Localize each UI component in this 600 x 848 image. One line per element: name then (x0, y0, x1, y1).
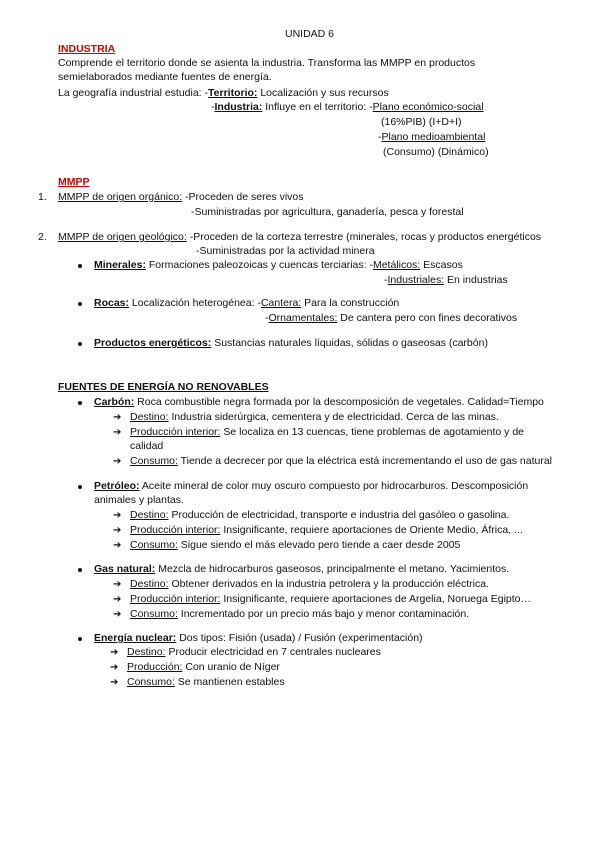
arrow-icon: ➔ (113, 594, 122, 605)
gas-line (94, 563, 509, 576)
ornamentales-line (265, 312, 517, 325)
nuclear-destino-label: Destino: (127, 646, 166, 658)
bullet-minerales (78, 264, 82, 268)
gas-produccion (130, 593, 531, 606)
bullet-rocas (78, 302, 82, 306)
arrow-icon: ➔ (113, 412, 122, 423)
cantera-label: Cantera: (260, 297, 302, 309)
plano-economico-sub: (16%PIB) (I+D+I) (381, 116, 462, 128)
ornamentales-label: Ornamentales: (268, 312, 338, 324)
mmpp-organico-label: MMPP de origen orgánico: (58, 191, 183, 203)
bullet-carbon (78, 401, 82, 405)
arrow-icon: ➔ (113, 525, 122, 536)
industria-heading: INDUSTRIA (58, 43, 116, 55)
carbon-line (94, 396, 544, 409)
ornamentales-text: De cantera pero con fines decorativos (337, 312, 518, 324)
nuclear-produccion-text: Con uranio de Níger (182, 661, 280, 673)
carbon-label: Carbón: (94, 396, 135, 408)
mmpp-organico-text2: -Suministradas por agricultura, ganadería, pesca y forestal (191, 206, 464, 218)
nuclear-consumo-text: Se mantienen estables (174, 676, 285, 688)
mmpp-geologico-text: -Proceden de la corteza terrestre (minerales, rocas y productos energéticos (186, 231, 542, 243)
plano-medio-label: Plano medioambiental (381, 131, 486, 143)
industriales-dash: - (384, 274, 388, 286)
petroleo-produccion-label: Producción interior: (130, 524, 221, 536)
ornamentales-dash: - (265, 312, 269, 324)
gas-consumo-text: Incrementado por un precio más bajo y menor contaminación. (177, 608, 470, 620)
nuclear-text: Dos tipos: Fisión (usada) / Fusión (experimentación) (176, 632, 423, 644)
mmpp-organico-text: -Proceden de seres vivos (182, 191, 304, 203)
gas-label: Gas natural: (94, 563, 156, 575)
productos-text: Sustancias naturales líquidas, sólidas o gaseosas (carbón) (211, 337, 488, 349)
arrow-icon: ➔ (113, 510, 122, 521)
bullet-productos (78, 342, 82, 346)
plano-medio-sub: (Consumo) (Dinámico) (383, 146, 489, 158)
petroleo-consumo-label: Consumo: (130, 539, 178, 551)
industriales-text: En industrias (444, 274, 508, 286)
gas-consumo-label: Consumo: (130, 608, 178, 620)
mmpp-geologico-label: MMPP de origen geológico: (58, 231, 187, 243)
bullet-gas (78, 568, 82, 572)
carbon-destino-text: Industria siderúrgica, cementera y de electricidad. Cerca de las minas. (168, 411, 499, 423)
geografia-intro: La geografía industrial estudia: - (58, 87, 209, 99)
territorio-text: Localización y sus recursos (257, 87, 389, 99)
bullet-petroleo (78, 485, 82, 489)
mmpp-item2-number: 2. (38, 231, 47, 243)
nuclear-destino-text: Producir electricidad en 7 centrales nucleares (165, 646, 381, 658)
arrow-icon: ➔ (113, 427, 122, 438)
minerales-label: Minerales: (94, 259, 146, 271)
nuclear-produccion (127, 661, 280, 674)
rocas-text: Localización heterogénea: - (129, 297, 261, 309)
gas-produccion-label: Producción interior: (130, 593, 221, 605)
carbon-consumo (130, 455, 552, 468)
nuclear-produccion-label: Producción: (127, 661, 183, 673)
productos-line (94, 337, 488, 350)
metalicos-label: Metálicos: (372, 259, 421, 271)
industriales-line (384, 274, 508, 287)
carbon-consumo-label: Consumo: (130, 455, 178, 467)
petroleo-destino-label: Destino: (130, 509, 169, 521)
gas-destino (130, 578, 489, 591)
mmpp-item2 (58, 231, 541, 244)
nuclear-line (94, 632, 423, 645)
plano-medio-line (378, 131, 485, 144)
arrow-icon: ➔ (113, 456, 122, 467)
arrow-icon: ➔ (113, 540, 122, 551)
territorio-label: Territorio: (208, 87, 258, 99)
nuclear-label: Energía nuclear: (94, 632, 177, 644)
carbon-produccion-label: Producción interior: (130, 426, 221, 438)
carbon-text: Roca combustible negra formada por la descomposición de vegetales. Calidad=Tiempo (134, 396, 544, 408)
nuclear-consumo-label: Consumo: (127, 676, 175, 688)
arrow-icon: ➔ (110, 662, 119, 673)
fuentes-heading: FUENTES DE ENERGÍA NO RENOVABLES (58, 381, 269, 393)
industriales-label: Industriales: (387, 274, 445, 286)
carbon-destino-label: Destino: (130, 411, 169, 423)
gas-text: Mezcla de hidrocarburos gaseosos, principalmente el metano. Yacimientos. (155, 563, 510, 575)
petroleo-label: Petróleo: (94, 480, 140, 492)
metalicos-text: Escasos (420, 259, 463, 271)
gas-consumo (130, 608, 469, 621)
industria-dash: - (211, 101, 215, 113)
productos-label: Productos energéticos: (94, 337, 212, 349)
carbon-produccion (130, 426, 524, 439)
cantera-text: Para la construcción (301, 297, 400, 309)
minerales-text: Formaciones paleozoicas y cuencas terciarias: - (145, 259, 373, 271)
petroleo-text2: animales y plantas. (94, 494, 184, 506)
carbon-consumo-text: Tiende a decrecer por que la eléctrica está incrementando el uso de gas natural (177, 455, 553, 467)
petroleo-consumo (130, 539, 460, 552)
rocas-label: Rocas: (94, 297, 130, 309)
minerales-line (94, 259, 463, 272)
industria-text: Influye en el territorio: - (262, 101, 373, 113)
rocas-line (94, 297, 399, 310)
plano-economico-label: Plano económico-social (372, 101, 484, 113)
gas-destino-text: Obtener derivados en la industria petrolera y la producción eléctrica. (168, 578, 489, 590)
industria-line3 (58, 87, 389, 100)
mmpp-geologico-text2: -Suministradas por la actividad minera (196, 245, 375, 257)
carbon-destino (130, 411, 499, 424)
industria-label: Industria: (214, 101, 263, 113)
nuclear-consumo (127, 676, 285, 689)
industria-line2: semielaborados mediante fuentes de energía. (58, 71, 272, 83)
gas-produccion-text: Insignificante, requiere aportaciones de Argelia, Noruega Egipto… (220, 593, 531, 605)
arrow-icon: ➔ (113, 579, 122, 590)
petroleo-destino (130, 509, 509, 522)
bullet-nuclear (78, 637, 82, 641)
carbon-produccion-text: Se localiza en 13 cuencas, tiene problemas de agotamiento y de (220, 426, 524, 438)
mmpp-heading: MMPP (58, 176, 90, 188)
petroleo-produccion-text: Insignificante, requiere aportaciones de Oriente Medio, África, ... (220, 524, 523, 536)
nuclear-destino (127, 646, 381, 659)
gas-destino-label: Destino: (130, 578, 169, 590)
petroleo-produccion (130, 524, 523, 537)
industria-influye-line (211, 101, 484, 114)
petroleo-consumo-text: Sigue siendo el más elevado pero tiende a caer desde 2005 (177, 539, 461, 551)
mmpp-item1-number: 1. (38, 191, 47, 203)
arrow-icon: ➔ (110, 677, 119, 688)
mmpp-item1 (58, 191, 304, 204)
carbon-produccion-text2: calidad (130, 440, 164, 452)
page-title: UNIDAD 6 (285, 28, 335, 40)
arrow-icon: ➔ (110, 647, 119, 658)
arrow-icon: ➔ (113, 609, 122, 620)
petroleo-line (94, 480, 528, 493)
plano-medio-dash: - (378, 131, 382, 143)
petroleo-destino-text: Producción de electricidad, transporte e industria del gasóleo o gasolina. (168, 509, 510, 521)
industria-line1: Comprende el territorio donde se asienta la industria. Transforma las MMPP en productos (58, 57, 476, 69)
petroleo-text: Aceite mineral de color muy oscuro compuesto por hidrocarburos. Descomposición (139, 480, 529, 492)
